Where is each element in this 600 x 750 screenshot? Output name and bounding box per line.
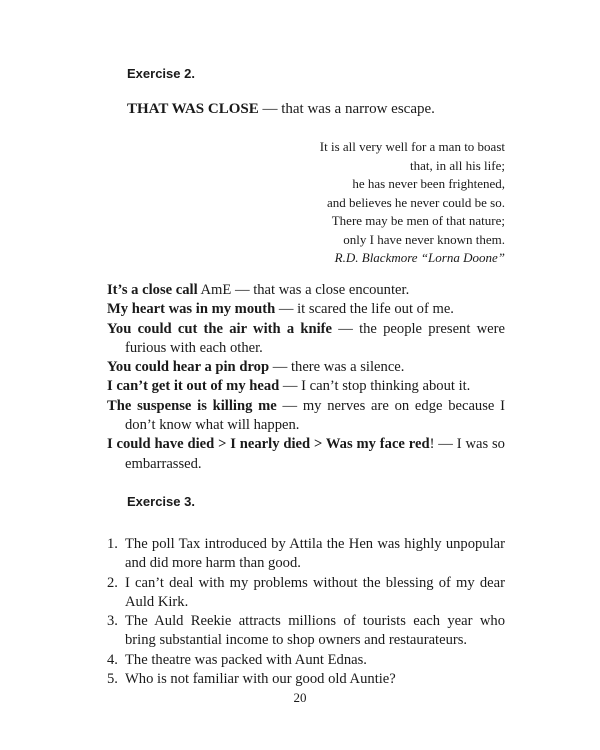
- idiom-meaning: — it scared the life out of me.: [275, 301, 454, 318]
- list-item: [107, 670, 505, 689]
- idiom-meaning: — that was a close encounter.: [231, 282, 410, 298]
- idiom-entry: [107, 300, 505, 319]
- exercise-3-list: [107, 535, 505, 689]
- epigraph-line: that, in all his life;: [410, 157, 505, 173]
- idiom-meaning: — there was a silence.: [269, 359, 405, 376]
- idiom-meaning: — my nerves are on edge because I don’t know what will happen.: [125, 397, 505, 434]
- list-item: [107, 574, 505, 613]
- idiom-meaning: — the people present were furious with each other.: [125, 320, 505, 356]
- exercise-2-heading: [127, 101, 435, 118]
- idiom-term: I can’t get it out of my head: [107, 378, 280, 395]
- idiom-list: [107, 281, 505, 474]
- idiom-meaning: — I was so embarrassed.: [125, 436, 505, 472]
- idiom-term: The suspense is killing me: [107, 397, 277, 414]
- item-text: The Auld Reekie attracts millions of tourists each year who bring substantial income to shop owners and restaurateurs.: [125, 613, 505, 649]
- item-text: The theatre was packed with Aunt Ednas.: [125, 651, 367, 668]
- item-number: 5.: [107, 671, 118, 688]
- idiom-entry: [107, 397, 505, 436]
- list-item: [107, 651, 505, 670]
- epigraph-line: and believes he never could be so.: [327, 194, 505, 210]
- idiom-entry: [107, 320, 505, 359]
- idiom-entry: [107, 377, 505, 396]
- idiom-term: You could hear a pin drop: [107, 359, 270, 376]
- exercise-2-title: Exercise 2.: [127, 66, 195, 81]
- heading-phrase: THAT WAS CLOSE: [127, 101, 259, 117]
- idiom-entry: [107, 435, 505, 474]
- epigraph-line: It is all very well for a man to boast: [319, 139, 505, 154]
- item-number: 2.: [107, 574, 118, 591]
- idiom-term: You could cut the air with a knife: [107, 320, 332, 337]
- idiom-note: !: [429, 436, 435, 453]
- item-text: The poll Tax introduced by Attila the Hen was highly unpopular and did more harm than good.: [125, 536, 505, 572]
- idiom-note: AmE: [197, 282, 232, 298]
- idiom-meaning: — I can’t stop thinking about it.: [279, 378, 471, 395]
- epigraph-line: There may be men of that nature;: [331, 213, 505, 228]
- epigraph: [225, 138, 505, 268]
- list-item: [107, 535, 505, 574]
- item-number: 4.: [107, 651, 118, 668]
- item-text: I can’t deal with my problems without the blessing of my dear Auld Kirk.: [125, 574, 505, 610]
- idiom-entry: [107, 358, 505, 377]
- epigraph-attribution: R.D. Blackmore “Lorna Doone”: [334, 250, 505, 265]
- list-item: [107, 612, 505, 651]
- exercise-3-title: Exercise 3.: [127, 494, 195, 509]
- idiom-term: My heart was in my mouth: [107, 301, 276, 318]
- idiom-entry: [107, 281, 505, 300]
- heading-meaning: — that was a narrow escape.: [258, 101, 435, 117]
- idiom-term: I could have died > I nearly died > Was my face red: [107, 436, 430, 453]
- item-number: 1.: [107, 536, 118, 552]
- idiom-term: It’s a close call: [107, 282, 198, 298]
- item-number: 3.: [107, 613, 118, 630]
- page-number: 20: [293, 690, 307, 705]
- epigraph-line: only I have never known them.: [343, 231, 505, 247]
- epigraph-line: he has never been frightened,: [352, 176, 505, 191]
- item-text: Who is not familiar with our good old Auntie?: [125, 671, 396, 688]
